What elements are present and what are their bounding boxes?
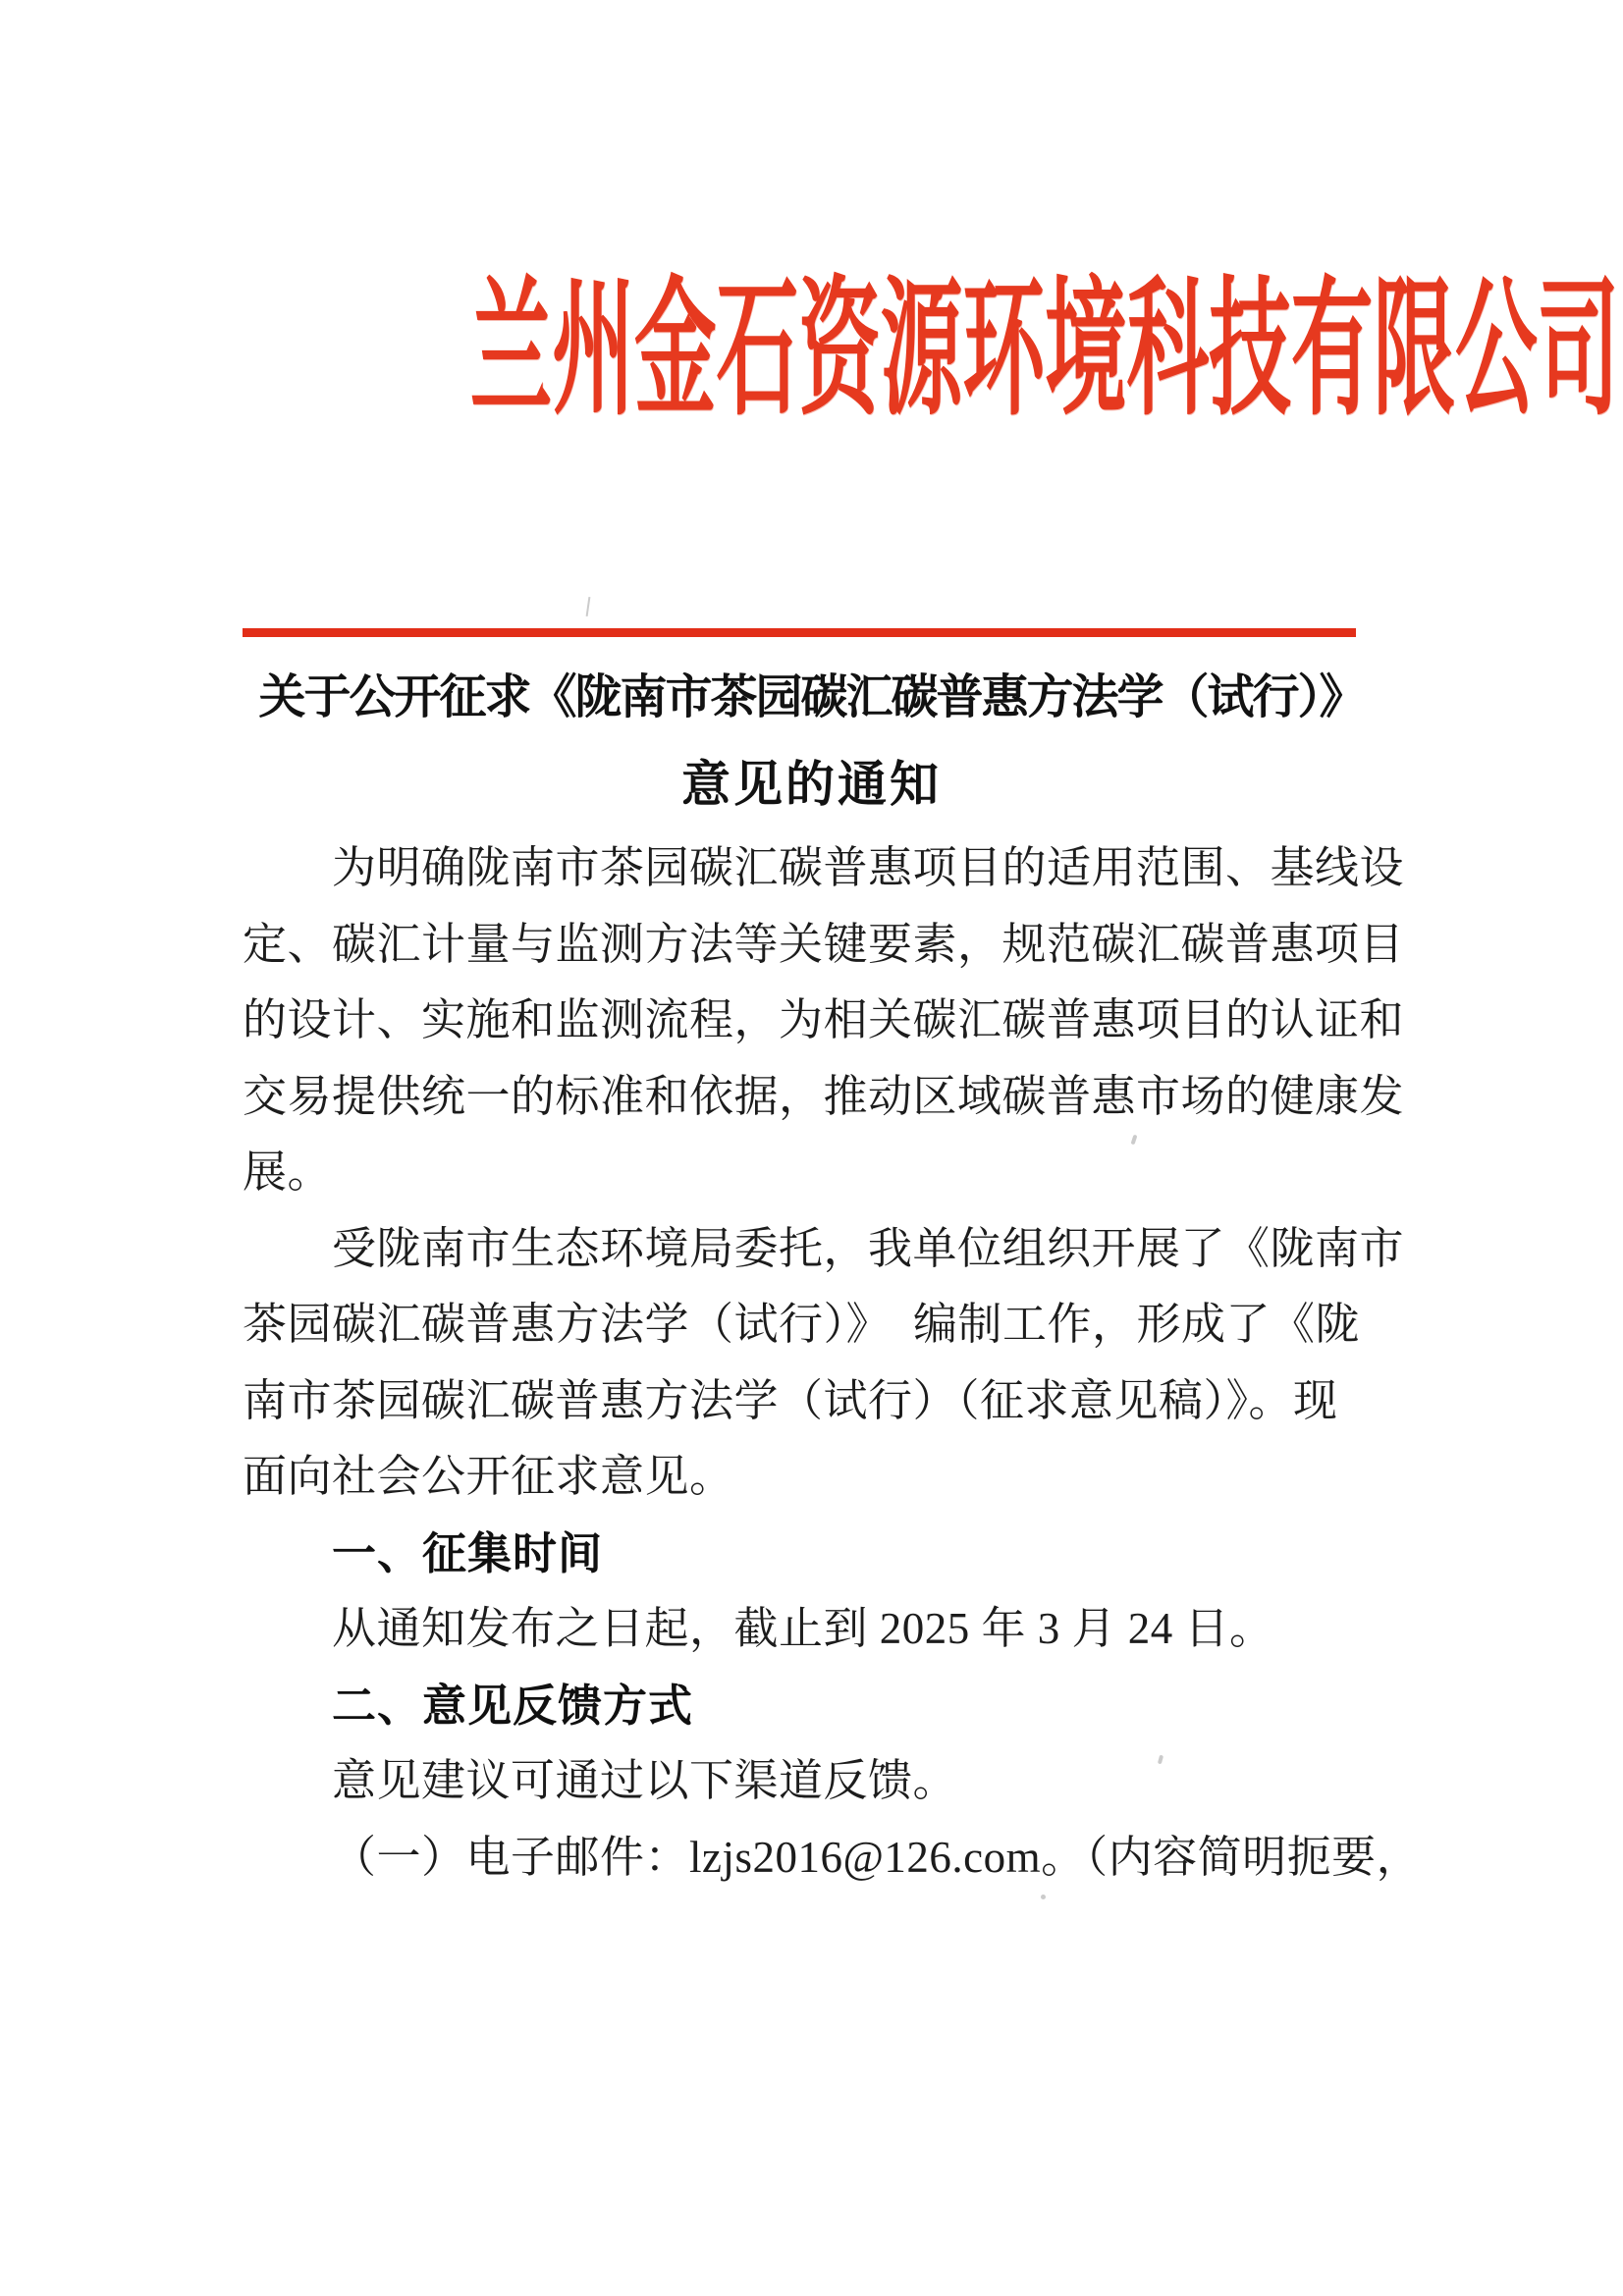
title-line-2: 意见的通知 bbox=[681, 757, 942, 812]
body-line: 定、碳汇计量与监测方法等关键要素，规范碳汇碳普惠项目 bbox=[243, 919, 1405, 969]
body-line: 展。 bbox=[243, 1148, 333, 1197]
body-line: 意见建议可通过以下渠道反馈。 bbox=[332, 1756, 958, 1805]
body-line: 受陇南市生态环境局委托，我单位组织开展了《陇南市 bbox=[332, 1223, 1405, 1273]
document-body bbox=[243, 830, 1422, 1896]
body-line: 交易提供统一的标准和依据，推动区域碳普惠市场的健康发 bbox=[243, 1071, 1405, 1121]
document-title bbox=[0, 654, 1623, 827]
scan-artifact bbox=[586, 597, 591, 616]
body-line: 茶园碳汇碳普惠方法学（试行）》 编制工作，形成了《陇 bbox=[243, 1300, 1361, 1349]
company-name: 兰州金石资源环境科技有限公司 bbox=[469, 268, 1620, 433]
section-1-heading: 一、征集时间 bbox=[332, 1527, 604, 1578]
body-line: 为明确陇南市茶园碳汇碳普惠项目的适用范围、基线设 bbox=[332, 843, 1405, 892]
email-contact-line: （一）电子邮件：lzjs2016@126.com。（内容简明扼要， bbox=[332, 1832, 1422, 1882]
body-line: 面向社会公开征求意见。 bbox=[243, 1452, 734, 1501]
body-line: 的设计、实施和监测流程，为相关碳汇碳普惠项目的认证和 bbox=[243, 995, 1405, 1044]
section-2-heading: 二、意见反馈方式 bbox=[332, 1680, 694, 1731]
scan-artifact bbox=[1041, 1895, 1046, 1899]
letterhead-divider-line bbox=[243, 628, 1356, 637]
company-letterhead bbox=[0, 267, 1623, 434]
title-line-1: 关于公开征求《陇南市茶园碳汇碳普惠方法学（试行）》 bbox=[258, 671, 1365, 723]
body-line: 南市茶园碳汇碳普惠方法学（试行）（征求意见稿）》。现 bbox=[243, 1375, 1338, 1425]
deadline-line: 从通知发布之日起，截止到 2025 年 3 月 24 日。 bbox=[332, 1604, 1274, 1653]
